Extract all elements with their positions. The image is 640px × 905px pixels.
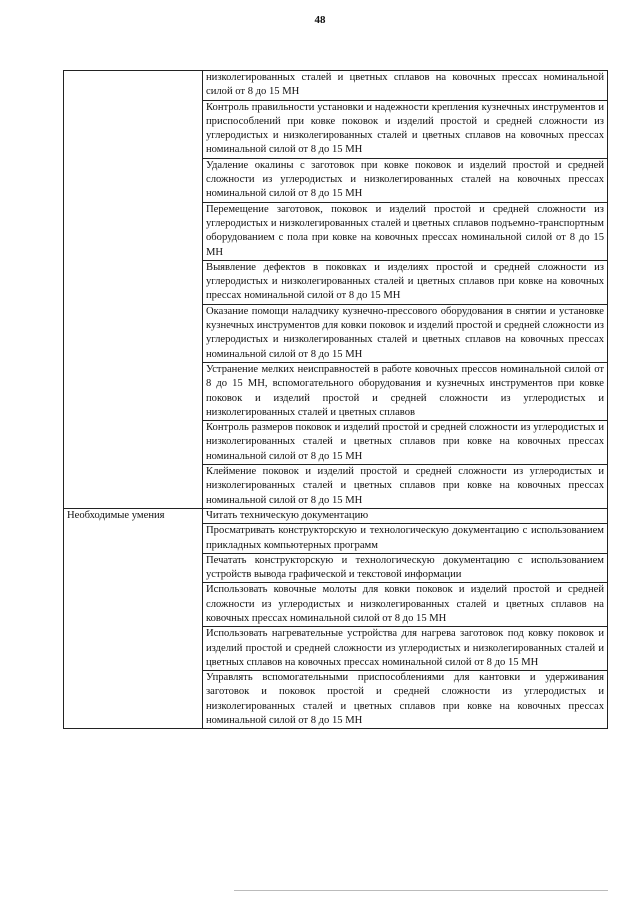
row-item-cell: Использовать ковочные молоты для ковки поковок и изделий простой и средней сложности из углеродистых и низколегированных сталей и цветных сплавов на ковочных прессах номинальной силой от 8 до 15 МН (203, 583, 608, 627)
bottom-rule (234, 890, 608, 891)
table-row (64, 71, 608, 101)
table-body (64, 71, 608, 729)
row-item-cell: Выявление дефектов в поковках и изделиях простой и средней сложности из углеродистых и низколегированных сталей и цветных сплавов при ковке на ковочных прессах номинальной силой от 8 до 15 МН (203, 260, 608, 304)
row-item-cell: Удаление окалины с заготовок при ковке поковок и изделий простой и средней сложности из углеродистых и низколегированных сталей на ковочных прессах номинальной силой от 8 до 15 МН (203, 158, 608, 202)
row-item-cell: Печатать конструкторскую и технологическую документацию с использованием устройств вывода графической и текстовой информации (203, 553, 608, 583)
row-item-cell: Использовать нагревательные устройства для нагрева заготовок под ковку поковок и изделий простой и средней сложности из углеродистых и низколегированных сталей и цветных сплавов на ковочных прессах номинальной силой от 8 до 15 МН (203, 627, 608, 671)
row-item-cell: Просматривать конструкторскую и технологическую документацию с использованием прикладных компьютерных программ (203, 524, 608, 554)
row-item-cell: Клеймение поковок и изделий простой и средней сложности из углеродистых и низколегированных сталей и цветных сплавов при ковке на ковочных прессах номинальной силой от 8 до 15 МН (203, 465, 608, 509)
row-item-cell: Оказание помощи наладчику кузнечно-прессового оборудования в снятии и установке кузнечных инструментов для ковки поковок и изделий простой и средней сложности из углеродистых и низколегированных сталей и цветных сплавов на ковочных прессах номинальной силой от 8 до 15 МН (203, 304, 608, 362)
page-number: 48 (314, 14, 326, 26)
row-item-cell: Контроль правильности установки и надежности крепления кузнечных инструментов и приспособлений при ковке поковок и изделий простой и средней сложности из углеродистых и низколегированных сталей и цветных сплавов на ковочных прессах номинальной силой от 8 до 15 МН (203, 100, 608, 158)
row-item-cell: низколегированных сталей и цветных сплавов на ковочных прессах номинальной силой от 8 до 15 МН (203, 71, 608, 101)
row-item-cell: Устранение мелких неисправностей в работе ковочных прессов номинальной силой от 8 до 15 МН, вспомогательного оборудования и кузнечных инструментов при ковке поковок и изделий простой и средней сложности из углеродистых и низколегированных сталей и цветных сплавов (203, 362, 608, 420)
row-label-cell: Необходимые умения (64, 508, 203, 728)
row-item-cell: Перемещение заготовок, поковок и изделий простой и средней сложности из углеродистых и низколегированных сталей и цветных сплавов подъемно-транспортным оборудованием с пола при ковке на ковочных прессах номинальной силой от 8 до 15 МН (203, 202, 608, 260)
row-item-cell: Читать техническую документацию (203, 508, 608, 523)
row-item-cell: Контроль размеров поковок и изделий простой и средней сложности из углеродистых и низколегированных сталей и цветных сплавов при ковке на ковочных прессах номинальной силой от 8 до 15 МН (203, 421, 608, 465)
requirements-table (63, 70, 608, 729)
table-row (64, 508, 608, 523)
row-item-cell: Управлять вспомогательными приспособлениями для кантовки и удерживания заготовок и поковок простой и средней сложности из углеродистых и низколегированных сталей и цветных сплавов при ковке на ковочных прессах номинальной силой от 8 до 15 МН (203, 671, 608, 729)
row-label-cell (64, 71, 203, 509)
